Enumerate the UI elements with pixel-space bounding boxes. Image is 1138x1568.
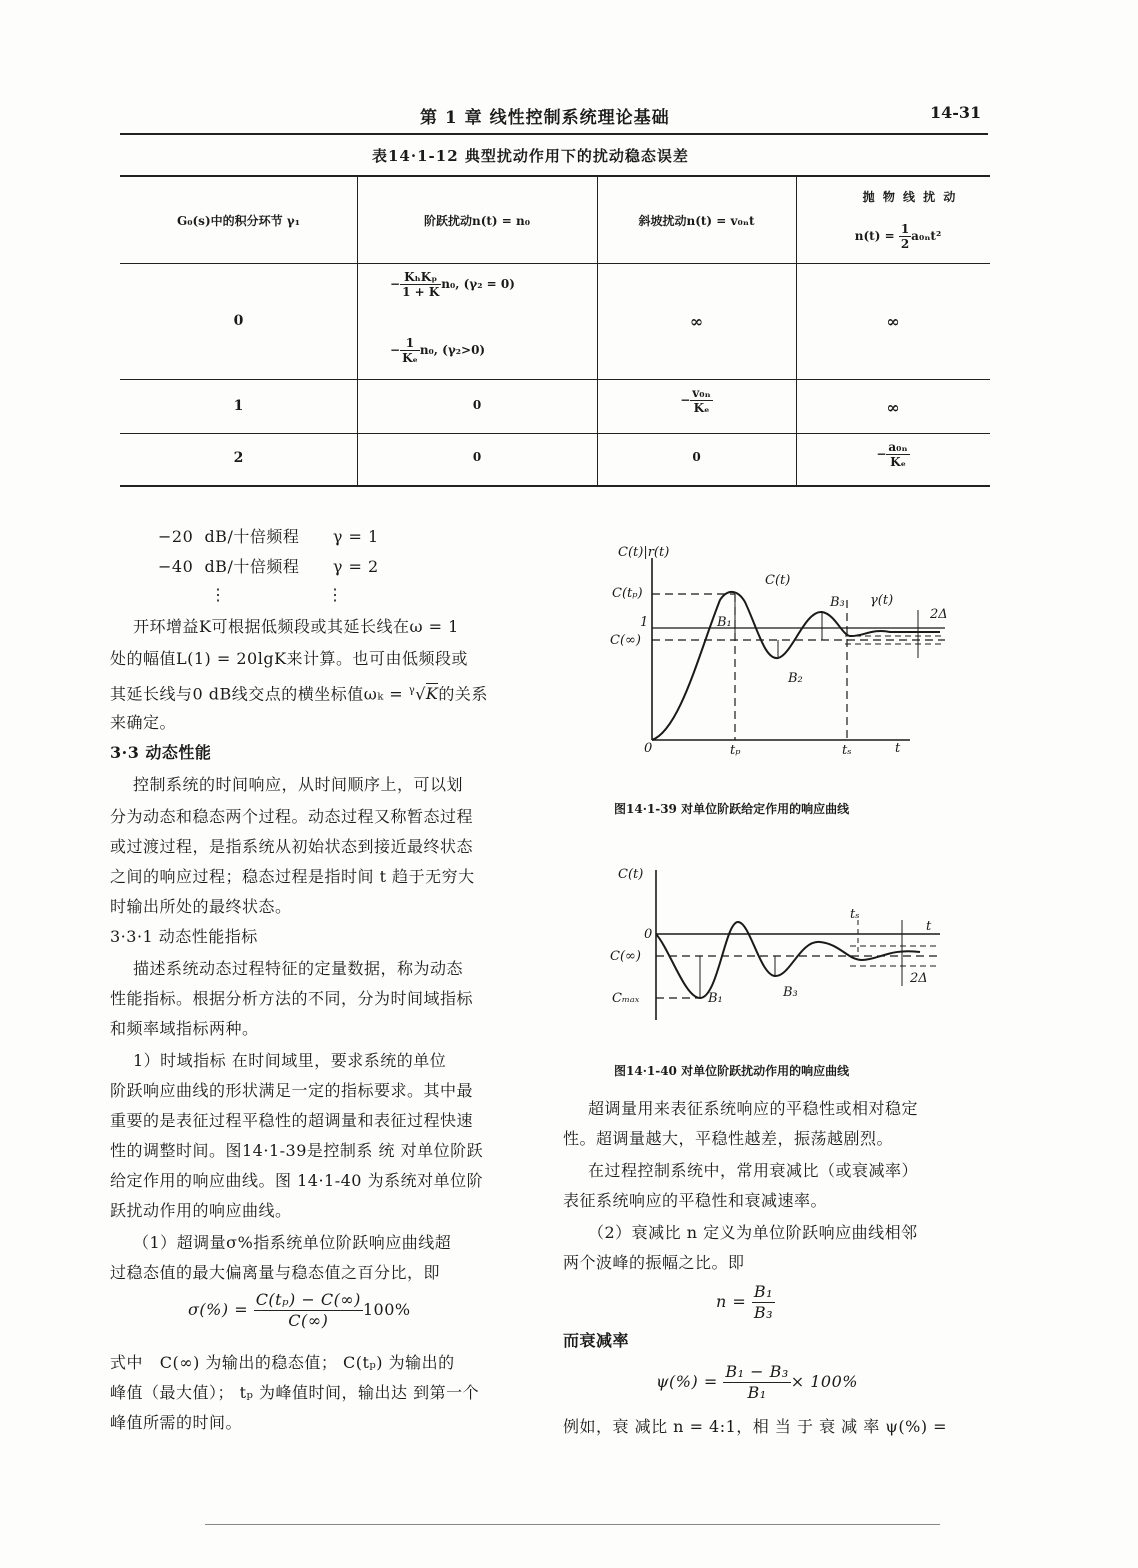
row0-step-a-frac [400,270,441,299]
decay-rate-lhs: ψ(%) = [656,1372,724,1391]
fig39-b3-label: B₃ [830,595,845,610]
root-radicand: K [425,684,439,704]
table-row0-gamma: 0 [233,313,244,329]
figure-disturbance-response [600,860,980,1040]
para-timedomain-6: 跃扰动作用的响应曲线。 [110,1201,292,1220]
figure-step-response [600,540,980,780]
table-row0-step-b [390,336,590,365]
para-indicator-3: 和频率域指标两种。 [110,1019,259,1038]
root-index: γ [408,685,416,696]
decay-ratio-lhs: n = [716,1292,752,1311]
table-title: 表14·1-12 典型扰动作用下的扰动稳态误差 [372,147,689,165]
fig40-b3-label: B₃ [783,985,798,1000]
row1-ramp-pre: − [680,393,691,407]
para-time-5: 时输出所处的最终状态。 [110,897,292,916]
row0-step-a-den: 1 + K [402,285,440,299]
fig39-ylabel: C(t)|r(t) [618,545,670,560]
row1-ramp-den: Kₑ [693,401,710,415]
row0-step-b-post: n₀, (γ₂>0) [419,343,486,357]
fig40-cinf-label: C(∞) [610,949,641,964]
overshoot-formula [188,1290,411,1331]
para-where-3: 峰值所需的时间。 [110,1413,243,1432]
overshoot-den: C(∞) [288,1311,329,1330]
table-bottom-rule [120,485,990,487]
fig39-zero-label: 0 [644,741,653,756]
para-gain-3-post: 的关系 [438,684,488,704]
table-row1-gamma: 1 [233,398,244,414]
table-row-rule-2 [120,433,990,434]
decay-ratio-num: B₁ [753,1282,774,1301]
para-where-1: 式中 C(∞) 为输出的稳态值； C(tₚ) 为输出的 [110,1353,455,1372]
table-row2-step: 0 [472,450,482,464]
table-header-parabola-formula [818,222,978,251]
table-header-parabola: 抛 物 线 扰 动 [862,190,958,204]
table-row2-parabola [796,440,990,469]
para-timedomain-3: 重要的是表征过程平稳性的超调量和表征过程快速 [110,1111,474,1130]
row0-step-b-pre: − [390,343,401,357]
table-row2-ramp: 0 [692,450,701,464]
row2-parabola-pre: − [876,447,887,461]
fig39-rt-label: γ(t) [870,593,894,608]
para-gain-3-pre: 其延长线与0 dB线交点的横坐标值ωₖ = [110,684,409,704]
overshoot-num: C(tₚ) − C(∞) [255,1290,361,1309]
para-time-4: 之间的响应过程；稳态过程是指时间 t 趋于无穷大 [110,867,475,886]
slope-dots: ⋮ ⋮ [210,585,344,604]
row2-parabola-frac [886,440,909,469]
row0-step-a-post: n₀, (γ₂ = 0) [441,277,515,291]
section-heading-3-3-1: 3·3·1 动态性能指标 [110,927,258,946]
para-gain-4: 来确定。 [110,713,177,732]
fig39-one-label: 1 [640,615,649,630]
fig39-t-label: t [895,741,901,756]
table-row1-ramp [597,386,796,415]
decay-ratio-formula [716,1282,775,1323]
bottom-rule [205,1524,940,1525]
row2-parabola-den: Kₑ [890,455,906,469]
row1-ramp-frac [690,386,712,415]
para-timedomain-5: 给定作用的响应曲线。图 14·1-40 为系统对单位阶 [110,1171,484,1190]
fig39-cinf-label: C(∞) [610,633,641,648]
para-timedomain-1: 1）时域指标 在时间域里，要求系统的单位 [133,1051,447,1070]
section-heading-3-3: 3·3 动态性能 [110,743,212,762]
slope-line-1: −20 dB/十倍频程 γ = 1 [158,527,379,546]
fig39-ct-label: C(t) [765,573,791,588]
row1-ramp-num: v₀ₙ [692,386,711,400]
fig39-b2-label: B₂ [788,671,803,686]
table-header-gamma: G₀(s)中的积分环节 γ₁ [177,214,300,228]
row2-parabola-num: a₀ₙ [888,440,908,454]
decay-rate-num: B₁ − B₃ [725,1362,789,1381]
decay-rate-formula [656,1362,858,1403]
parabola-half-fraction [899,222,911,251]
row0-step-b-frac [400,336,420,365]
table-row0-parabola: ∞ [886,312,900,331]
fig40-delta-label: 2Δ [910,971,928,986]
fig39-b1-label: B₁ [717,615,732,630]
fig40-ts-label: tₛ [850,907,860,922]
parabola-formula-lhs: n(t) = [854,229,899,243]
para-decay-2: 表征系统响应的平稳性和衰减速率。 [563,1191,828,1210]
overshoot-frac [254,1290,363,1331]
para-overshoot-2: 过稳态值的最大偏离量与稳态值之百分比，即 [110,1263,441,1282]
table-row0-ramp: ∞ [689,312,704,331]
para-overshoot-meaning-1: 超调量用来表征系统响应的平稳性或相对稳定 [588,1099,919,1118]
table-row0-step-a [390,270,590,299]
para-indicator-1: 描述系统动态过程特征的定量数据，称为动态 [133,959,464,978]
para-timedomain-2: 阶跃响应曲线的形状满足一定的指标要求。其中最 [110,1081,474,1100]
para-time-1: 控制系统的时间响应，从时间顺序上，可以划 [133,775,464,794]
slope-line-2: −40 dB/十倍频程 γ = 2 [158,557,379,576]
fig39-delta-label: 2Δ [930,607,948,622]
page-number: 14-31 [930,103,982,122]
decay-ratio-den: B₃ [753,1303,774,1322]
table-row1-step: 0 [472,398,482,412]
root-sign: √ [415,684,426,704]
chapter-title: 第 1 章 线性控制系统理论基础 [420,108,670,128]
para-decay-rate-label: 而衰减率 [563,1331,630,1350]
table-header-rule [120,263,990,264]
fig40-cmax-label: Cₘₐₓ [612,991,640,1006]
fig39-response-curve [652,592,940,740]
table-header-ramp: 斜坡扰动n(t) = v₀ₙt [638,214,755,228]
figure-39-caption: 图14·1-39 对单位阶跃给定作用的响应曲线 [614,802,850,816]
parabola-half-num: 1 [900,222,910,236]
row0-step-b-num: 1 [400,336,420,351]
overshoot-lhs: σ(%) = [188,1300,254,1319]
row0-step-b-den: Kₑ [402,351,418,365]
figure-40-caption: 图14·1-40 对单位阶跃扰动作用的响应曲线 [614,1064,850,1078]
para-where-2: 峰值（最大值）； tₚ 为峰值时间，输出达 到第一个 [110,1383,480,1402]
table-top-rule [120,175,990,177]
table-row1-parabola: ∞ [886,398,900,417]
para-gain-3 [110,676,488,709]
para-overshoot-1: （1）超调量σ%指系统单位阶跃响应曲线超 [133,1233,452,1252]
parabola-half-den: 2 [900,237,910,251]
para-decay-ratio-2: 两个波峰的振幅之比。即 [563,1253,745,1272]
row0-step-a-num: KₕKₚ [400,270,441,285]
para-decay-1: 在过程控制系统中，常用衰减比（或衰减率） [588,1161,919,1180]
fig39-ctp-label: C(tₚ) [612,586,643,601]
para-gain-1: 开环增益K可根据低频段或其延长线在ω = 1 [133,617,459,636]
header-rule [120,133,988,135]
decay-rate-post: × 100% [790,1372,858,1391]
decay-rate-den: B₁ [747,1383,767,1402]
para-decay-ratio-1: （2）衰减比 n 定义为单位阶跃响应曲线相邻 [588,1223,918,1242]
para-gain-2: 处的幅值L(1) = 20lgK来计算。也可由低频段或 [110,649,469,668]
overshoot-post: 100% [362,1300,411,1319]
fig40-zero-label: 0 [644,927,653,942]
fig40-t-label: t [926,919,932,934]
fig40-ylabel: C(t) [618,867,644,882]
table-row2-gamma: 2 [233,450,244,466]
para-time-3: 或过渡过程，是指系统从初始状态到接近最终状态 [110,837,474,856]
decay-rate-frac [723,1362,790,1403]
para-time-2: 分为动态和稳态两个过程。动态过程又称暂态过程 [110,807,474,826]
para-indicator-2: 性能指标。根据分析方法的不同，分为时间域指标 [110,989,474,1008]
table-row-rule-1 [120,379,990,380]
para-overshoot-meaning-2: 性。超调量越大，平稳性越差，振荡越剧烈。 [563,1129,894,1148]
row0-step-a-pre: − [390,277,401,291]
fig39-ts-label: tₛ [842,743,852,758]
para-timedomain-4: 性的调整时间。图14·1-39是控制系 统 对单位阶跃 [110,1141,484,1160]
table-header-step: 阶跃扰动n(t) = n₀ [423,214,530,228]
fig40-b1-label: B₁ [708,991,723,1006]
decay-ratio-frac [752,1282,775,1323]
para-example: 例如，衰 减比 n = 4:1，相 当 于 衰 减 率 ψ(%) = [563,1417,948,1436]
parabola-formula-rhs: a₀ₙt² [911,229,942,243]
fig39-tp-label: tₚ [730,743,741,758]
